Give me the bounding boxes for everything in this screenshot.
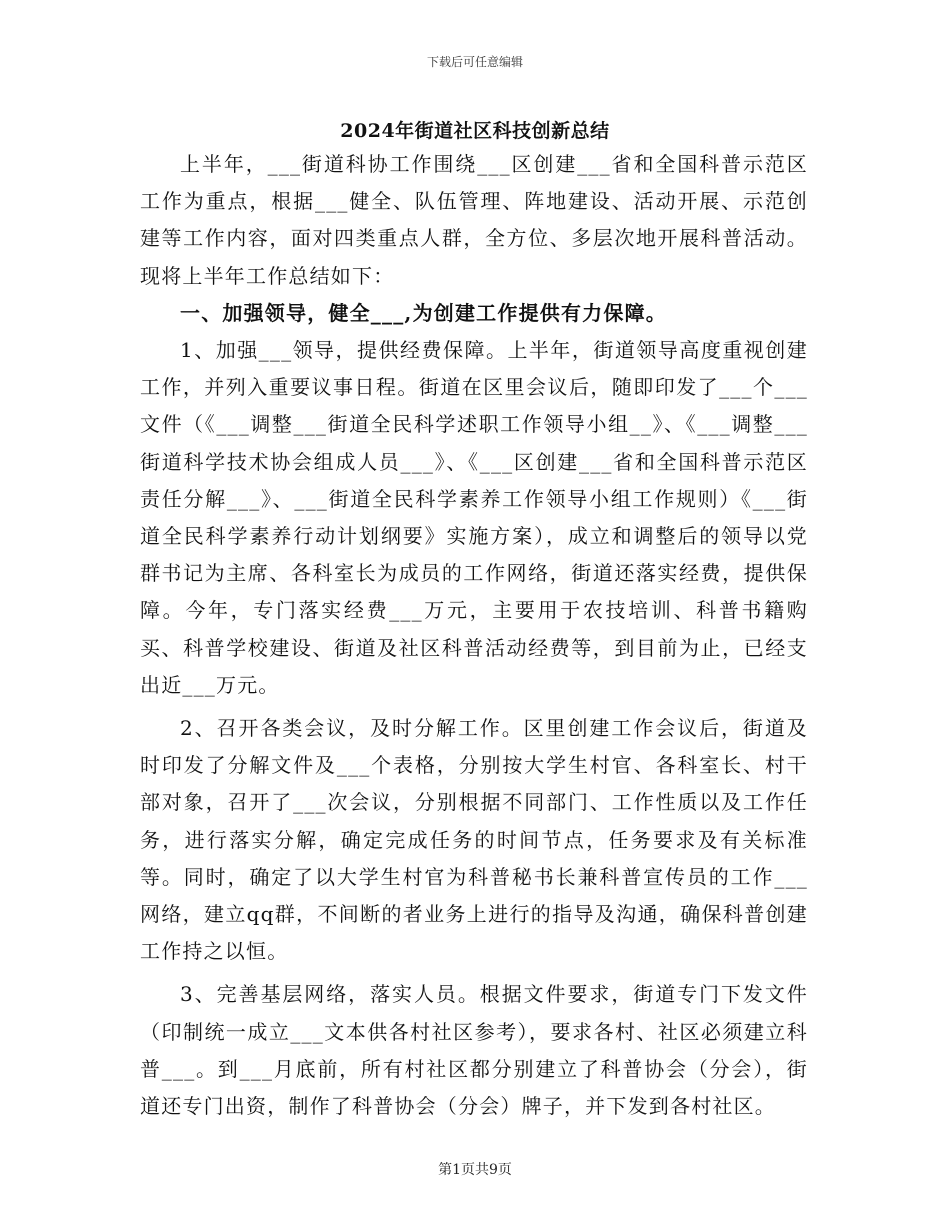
section-heading: 一、加强领导，健全___,为创建工作提供有力保障。 <box>180 300 667 325</box>
body-paragraph-3: 3、完善基层网络，落实人员。根据文件要求，街道专门下发文件（印制统一成立___文本供各村社区参考），要求各村、社区必须建立科普___。到___月底前，所有村社区都分别建立了科普协会（分会），街道还专门出资，制作了科普协会（分会）牌子，并下发到各村社区。 <box>140 982 808 1119</box>
intro-paragraph: 上半年，___街道科协工作围绕___区创建___省和全国科普示范区工作为重点，根据___健全、队伍管理、阵地建设、活动开展、示范创建等工作内容，面对四类重点人群，全方位、多层次地开展科普活动。现将上半年工作总结如下： <box>140 152 808 288</box>
document-body <box>140 146 808 1125</box>
body-paragraph-1: 1、加强___领导，提供经费保障。上半年，街道领导高度重视创建工作，并列入重要议事日程。街道在区里会议后，随即印发了___个___文件（《___调整___街道全民科学述职工作领导小组__》、《___调整___街道科学技术协会组成人员___》、《___区创建___省和全国科普示范区责任分解___》、___街道全民科学素养工作领导小组工作规则）《___街道全民科学素养行动计划纲要》实施方案），成立和调整后的领导以党群书记为主席、各科室长为成员的工作网络，街道还落实经费，提供保障。今年，专门落实经费___万元，主要用于农技培训、科普书籍购买、科普学校建设、街道及社区科普活动经费等，到目前为止，已经支出近___万元。 <box>140 338 808 697</box>
page-number-footer: 第1页共9页 <box>438 1162 512 1178</box>
document-title: 2024年街道社区科技创新总结 <box>340 120 610 142</box>
body-paragraph-2: 2、召开各类会议，及时分解工作。区里创建工作会议后，街道及时印发了分解文件及___个表格，分别按大学生村官、各科室长、村干部对象，召开了___次会议，分别根据不同部门、工作性质以及工作任务，进行落实分解，确定完成任务的时间节点，任务要求及有关标准等。同时，确定了以大学生村官为科普秘书长兼科普宣传员的工作___网络，建立qq群，不间断的者业务上进行的指导及沟通，确保科普创建工作持之以恒。 <box>140 716 808 964</box>
header-note: 下载后可任意编辑 <box>426 55 523 69</box>
